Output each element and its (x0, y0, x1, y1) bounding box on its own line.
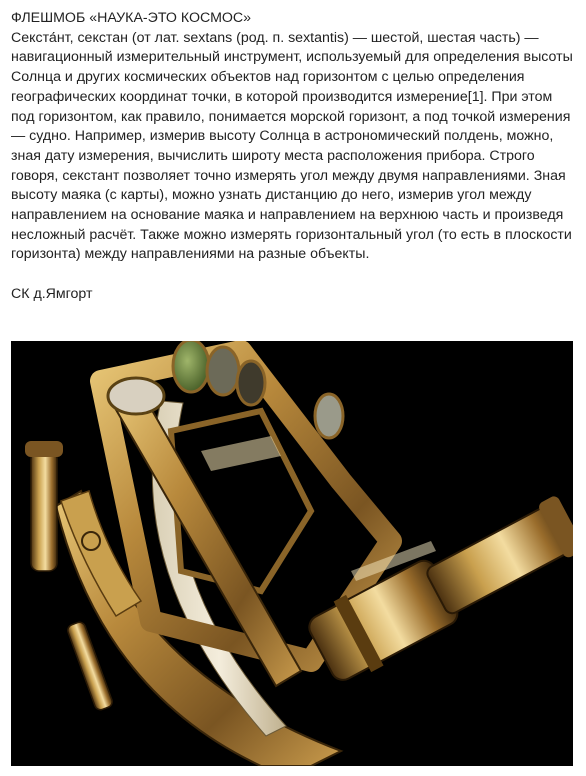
handle-post (31, 451, 57, 571)
shade-glass-2 (207, 347, 239, 395)
post-text (11, 9, 579, 305)
post-title: ФЛЕШМОБ «НАУКА-ЭТО КОСМОС» (11, 10, 252, 26)
sextant-photo[interactable] (11, 341, 573, 766)
post-body: Секста́нт, секстан (от лат. sextans (род. п. sextantis) — шестой, шестая часть) — навигационный измерительный инструмент, используемый для определения высоты Солнца и других космических объектов над горизонтом с целью определения географических координат точки, в которой производится измерение[1]. При этом под горизонтом, как правило, понимается морской горизонт, а под точкой измерения — судно. Например, измерив высоту Солнца в астрономический полдень, можно, зная дату измерения, вычислить широту места расположения прибора. Строго говоря, секстант позволяет точно измерять угол между двумя направлениями. Зная высоту маяка (с карты), можно узнать дистанцию до него, измерив угол между направлением на основание маяка и направлением на верхнюю часть и произведя несложный расчёт. Также можно измерять горизонтальный угол (то есть в плоскости горизонта) между направлениями на разные объекты. (11, 29, 573, 263)
post-signature: СК д.Ямгорт (11, 285, 93, 302)
horizon-mirror (315, 394, 343, 438)
handle-knob (25, 441, 63, 457)
sextant-illustration (11, 341, 573, 766)
post (11, 9, 579, 305)
tangent-screw (66, 621, 114, 712)
sextant-index-mirror (108, 378, 164, 414)
telescope (303, 485, 573, 688)
shade-glass-1 (173, 341, 209, 392)
shade-glass-3 (237, 361, 265, 405)
